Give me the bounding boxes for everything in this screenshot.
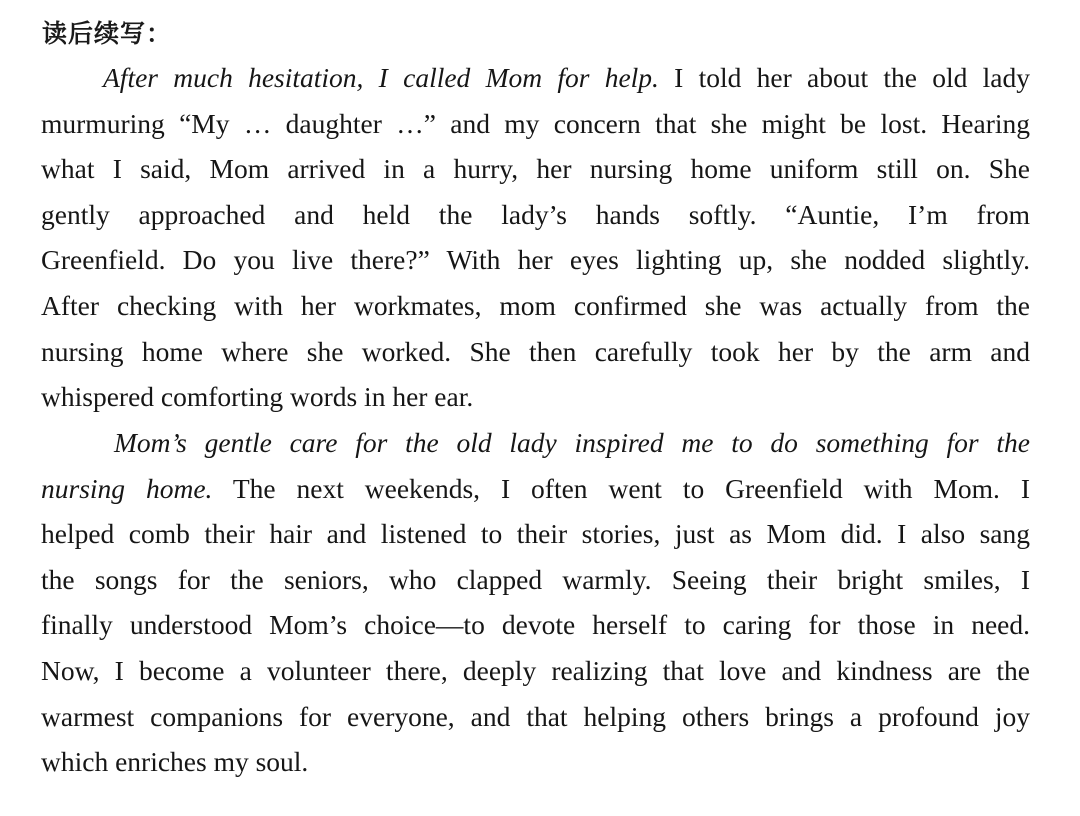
paragraph-1-line-7: nursing home where she worked. She then carefully took her by the arm and	[41, 335, 1030, 367]
paragraph-1-line-3: what I said, Mom arrived in a hurry, her nursing home uniform still on. She	[41, 153, 1030, 185]
paragraph-2-line-5: finally understood Mom’s choice—to devote herself to caring for those in need.	[41, 609, 1030, 641]
paragraph-1-line-5: Greenfield. Do you live there?” With her eyes lighting up, she nodded slightly.	[41, 244, 1030, 276]
paragraph-2-line-2-rest: The next weekends, I often went to Greenfield with Mom. I	[212, 472, 1030, 504]
paragraph-2-line-4: the songs for the seniors, who clapped warmly. Seeing their bright smiles, I	[41, 563, 1030, 595]
paragraph-2-line-2	[41, 466, 1030, 512]
paragraph-2-line-8: which enriches my soul.	[41, 746, 309, 778]
paragraph-1	[41, 55, 1030, 420]
paragraph-2-line-7: warmest companions for everyone, and that helping others brings a profound joy	[41, 700, 1030, 732]
paragraph-1-line-8: whispered comforting words in her ear.	[41, 381, 474, 413]
paragraph-1-line-1-rest: I told her about the old lady	[658, 62, 1030, 93]
paragraph-2-lead-line-2: nursing home.	[41, 472, 213, 504]
paragraph-2-line-3: helped comb their hair and listened to their stories, just as Mom did. I also sang	[41, 518, 1030, 550]
paragraph-1-line-4: gently approached and held the lady’s hands softly. “Auntie, I’m from	[41, 198, 1030, 230]
document-heading: 读后续写：	[42, 19, 173, 48]
paragraph-2	[41, 420, 1030, 785]
paragraph-1-line-2: murmuring “My … daughter …” and my concern that she might be lost. Hearing	[41, 107, 1030, 139]
paragraph-1-lead-sentence: After much hesitation, I called Mom for help.	[103, 62, 659, 93]
paragraph-1-line-1	[41, 55, 1030, 101]
paragraph-1-line-6: After checking with her workmates, mom confirmed she was actually from the	[41, 289, 1030, 321]
paragraph-2-line-6: Now, I become a volunteer there, deeply realizing that love and kindness are the	[41, 654, 1030, 686]
paragraph-2-lead-line-1: Mom’s gentle care for the old lady inspired me to do something for the	[114, 427, 1030, 458]
